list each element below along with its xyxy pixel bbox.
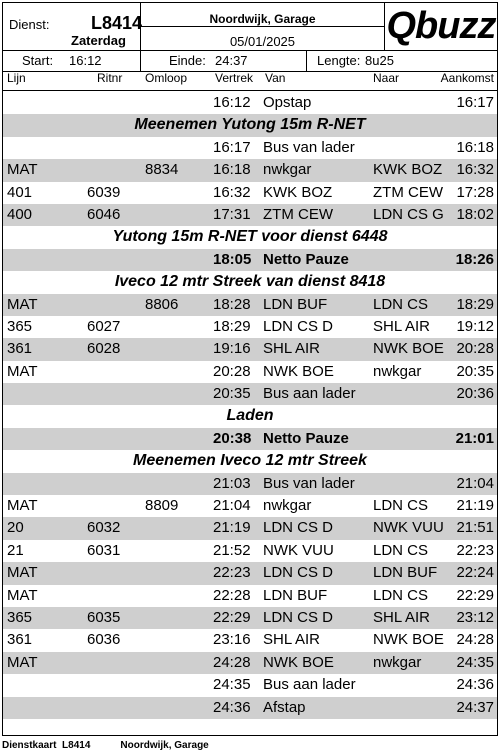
cell-aankomst: 20:36 [456,385,494,403]
trip-row [3,540,497,562]
cell-naar: NWK BOE [373,340,444,358]
cell-naar: LDN CS [373,541,429,559]
trip-row [3,338,497,360]
trip-row [3,137,497,159]
cell-aankomst: 22:24 [456,564,494,582]
cell-aankomst: 24:36 [456,676,494,694]
cell-naar: LDN CS [373,295,429,313]
cell-naar: ZTM CEW [373,183,443,201]
cell-ritnr: 6046 [87,205,121,223]
trip-row [3,92,497,114]
cell-aankomst: 18:02 [456,205,494,223]
cell-omloop: 8806 [145,295,179,313]
cell-van: LDN BUF [263,586,328,604]
cell-lijn: MAT [7,295,38,313]
cell-vertrek: 18:28 [213,295,251,313]
cell-vertrek: 22:28 [213,586,251,604]
cell-vertrek: 16:12 [213,94,251,111]
trip-row [3,517,497,539]
cell-van: ZTM CEW [263,205,333,223]
cell-van: LDN CS D [263,317,334,335]
col-lijn: Lijn [7,71,26,85]
times-bar [3,50,497,72]
cell-lijn: 401 [7,183,33,201]
end-time: 24:37 [215,53,248,68]
cell-ritnr: 6032 [87,519,121,537]
cell-vertrek: 16:18 [213,161,251,179]
length-cell [307,50,497,71]
section-title: Yutong 15m R-NET voor dienst 6448 [112,228,388,246]
cell-aankomst: 21:04 [456,474,494,492]
cell-aankomst: 24:37 [456,698,494,716]
cell-naar: nwkgar [373,653,422,671]
cell-van: Netto Pauze [263,429,349,447]
duty-card [2,2,498,736]
cell-naar: LDN CS G [373,205,444,223]
cell-vertrek: 24:28 [213,653,251,671]
cell-van: Opstap [263,94,312,111]
cell-aankomst: 24:35 [456,653,494,671]
end-label: Einde: [169,53,206,68]
cell-aankomst: 19:12 [456,317,494,335]
length-value: 8u25 [365,53,394,68]
cell-aankomst: 22:23 [456,541,494,559]
pause-row [3,428,497,450]
cell-naar: KWK BOZ [373,161,443,179]
cell-van: KWK BOZ [263,183,333,201]
location: Noordwijk, Garage [209,12,316,26]
col-vertrek: Vertrek [215,71,254,85]
cell-aankomst: 17:28 [456,183,494,201]
trip-row [3,495,497,517]
cell-van: LDN BUF [263,295,328,313]
dienst-label: Dienst: [9,17,50,32]
cell-van: LDN CS D [263,564,334,582]
qbuzz-logo: Qbuzz [386,5,496,47]
trip-row [3,159,497,181]
cell-vertrek: 21:19 [213,519,251,537]
section-title-row [3,271,497,293]
cell-vertrek: 21:04 [213,497,251,515]
cell-aankomst: 16:32 [456,161,494,179]
column-headers [3,71,497,91]
cell-vertrek: 18:05 [213,250,252,268]
section-title: Iveco 12 mtr Streek van dienst 8418 [114,273,386,291]
cell-ritnr: 6039 [87,183,121,201]
cell-vertrek: 21:52 [213,541,251,559]
cell-aankomst: 20:28 [456,340,494,358]
cell-naar: LDN BUF [373,564,438,582]
cell-naar: LDN CS [373,586,429,604]
trip-row [3,182,497,204]
trip-list [3,92,497,719]
cell-lijn: MAT [7,362,38,380]
cell-aankomst: 16:18 [456,138,494,156]
cell-van: LDN CS D [263,519,334,537]
divider [141,26,384,27]
dienst-block [3,3,141,50]
cell-lijn: 365 [7,608,33,626]
cell-van: NWK BOE [263,653,334,671]
cell-aankomst: 18:26 [455,250,494,268]
trip-row [3,383,497,405]
end-cell [141,50,307,71]
trip-row [3,562,497,584]
cell-van: Netto Pauze [263,250,349,268]
cell-van: nwkgar [263,497,312,515]
cell-vertrek: 18:29 [213,317,251,335]
dienst-day: Zaterdag [71,33,126,48]
cell-van: Bus aan lader [263,676,356,694]
cell-aankomst: 22:29 [456,586,494,604]
cell-ritnr: 6035 [87,608,121,626]
cell-van: NWK BOE [263,362,334,380]
cell-van: Bus van lader [263,138,355,156]
location-block [141,3,385,50]
section-title: Meenemen Yutong 15m R-NET [134,116,366,134]
dienst-code: L8414 [91,13,143,33]
cell-lijn: MAT [7,564,38,582]
trip-row [3,294,497,316]
cell-ritnr: 6031 [87,541,121,559]
cell-lijn: 361 [7,631,33,649]
start-cell [3,50,141,71]
trip-row [3,204,497,226]
cell-van: nwkgar [263,161,312,179]
cell-aankomst: 16:17 [456,94,494,111]
cell-lijn: 20 [7,519,24,537]
cell-lijn: 400 [7,205,33,223]
footer-label: Dienstkaart [2,740,57,751]
cell-vertrek: 20:28 [213,362,251,380]
cell-vertrek: 20:38 [213,429,252,447]
cell-naar: nwkgar [373,362,422,380]
cell-lijn: MAT [7,586,38,604]
cell-omloop: 8834 [145,161,179,179]
col-naar: Naar [373,71,400,85]
length-label: Lengte: [317,53,361,68]
cell-ritnr: 6036 [87,631,121,649]
section-title-row [3,226,497,248]
section-title-row [3,405,497,427]
cell-naar: SHL AIR [373,317,430,335]
col-omloop: Omloop [145,71,188,85]
cell-lijn: MAT [7,497,38,515]
cell-lijn: 361 [7,340,33,358]
cell-naar: NWK VUU [373,519,444,537]
trip-row [3,674,497,696]
section-title: Meenemen Iveco 12 mtr Streek [133,452,367,470]
footer-location: Noordwijk, Garage [120,740,209,751]
trip-row [3,697,497,719]
cell-vertrek: 17:31 [213,205,251,223]
cell-van: Afstap [263,698,306,716]
section-title-row [3,114,497,136]
trip-row [3,585,497,607]
cell-aankomst: 21:19 [456,497,494,515]
cell-vertrek: 22:23 [213,564,251,582]
cell-vertrek: 19:16 [213,340,251,358]
card-header [3,3,497,51]
cell-naar: NWK BOE [373,631,444,649]
cell-van: NWK VUU [263,541,334,559]
cell-aankomst: 18:29 [456,295,494,313]
cell-aankomst: 24:28 [456,631,494,649]
cell-vertrek: 23:16 [213,631,251,649]
cell-lijn: MAT [7,653,38,671]
trip-row [3,652,497,674]
cell-aankomst: 20:35 [456,362,494,380]
trip-row [3,473,497,495]
cell-aankomst: 21:01 [455,429,494,447]
start-label: Start: [22,53,54,68]
cell-vertrek: 24:35 [213,676,251,694]
cell-van: SHL AIR [263,340,320,358]
pause-row [3,249,497,271]
trip-row [3,607,497,629]
date: 05/01/2025 [229,34,296,49]
cell-vertrek: 16:32 [213,183,251,201]
footer-code: L8414 [62,740,91,751]
cell-aankomst: 21:51 [456,519,494,537]
cell-naar: LDN CS [373,497,429,515]
cell-van: Bus aan lader [263,385,356,403]
cell-ritnr: 6028 [87,340,121,358]
col-aankomst: Aankomst [440,71,494,85]
cell-van: SHL AIR [263,631,320,649]
section-title-row [3,450,497,472]
cell-van: Bus van lader [263,474,355,492]
cell-vertrek: 16:17 [213,138,251,156]
cell-vertrek: 21:03 [213,474,251,492]
cell-naar: SHL AIR [373,608,430,626]
cell-ritnr: 6027 [87,317,121,335]
cell-vertrek: 20:35 [213,385,251,403]
cell-aankomst: 23:12 [456,608,494,626]
cell-lijn: 21 [7,541,24,559]
col-van: Van [265,71,286,85]
trip-row [3,361,497,383]
trip-row [3,316,497,338]
cell-lijn: MAT [7,161,38,179]
trip-row [3,629,497,651]
start-time: 16:12 [69,53,102,68]
cell-van: LDN CS D [263,608,334,626]
cell-omloop: 8809 [145,497,179,515]
cell-vertrek: 22:29 [213,608,251,626]
cell-vertrek: 24:36 [213,698,251,716]
logo-block [385,3,497,50]
footer [2,740,209,751]
section-title: Laden [226,407,274,425]
col-ritnr: Ritnr [97,71,123,85]
cell-lijn: 365 [7,317,33,335]
